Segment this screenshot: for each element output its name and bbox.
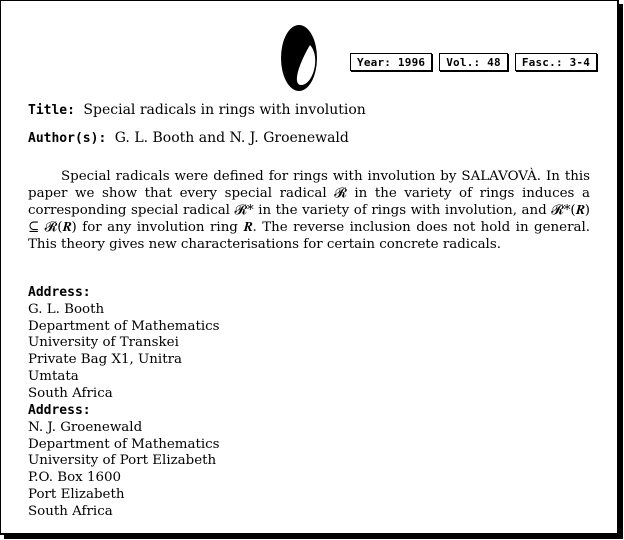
address-label: Address: — [28, 285, 91, 300]
issue-info — [350, 53, 597, 71]
authors-label: Author(s): — [28, 131, 107, 146]
fascicle-box: Fasc.: 3-4 — [515, 53, 597, 71]
address-line: University of Transkei — [28, 335, 179, 351]
address-line: P.O. Box 1600 — [28, 470, 122, 486]
address-line: Department of Mathematics — [28, 318, 220, 334]
paper-authors: G. L. Booth and N. J. Groenewald — [114, 130, 349, 146]
address-line: Department of Mathematics — [28, 436, 220, 452]
title-label: Title: — [28, 103, 75, 118]
address-line: Private Bag X1, Unitra — [28, 352, 182, 368]
paper-title: Special radicals in rings with involution — [83, 102, 366, 118]
address-line: University of Port Elizabeth — [28, 453, 217, 469]
abstract: Special radicals were defined for rings with involution by SALAVOVÀ. In this paper we show that every special radical 𝓡 in the variety of rings induces a corresponding special radical 𝓡* in the variety of rings with involution, and 𝓡*(𝑹) ⊆ 𝓡(𝑹) for any involution ring 𝑹. The reverse inclusion does not hold in general. This theory gives new characterisations for certain concrete radicals. — [28, 169, 590, 252]
address-line: Umtata — [28, 368, 79, 384]
address-label: Address: — [28, 403, 91, 418]
year-box: Year: 1996 — [350, 53, 432, 71]
address-block-groenewald — [28, 403, 220, 521]
address-line: Port Elizabeth — [28, 486, 125, 502]
authors-line — [28, 130, 349, 146]
address-line: N. J. Groenewald — [28, 419, 143, 435]
journal-logo-icon — [279, 23, 319, 93]
address-block-booth — [28, 285, 220, 403]
address-line: South Africa — [28, 503, 113, 519]
volume-box: Vol.: 48 — [439, 53, 508, 71]
address-line: G. L. Booth — [28, 301, 105, 317]
title-line — [28, 102, 366, 118]
address-line: South Africa — [28, 385, 113, 401]
